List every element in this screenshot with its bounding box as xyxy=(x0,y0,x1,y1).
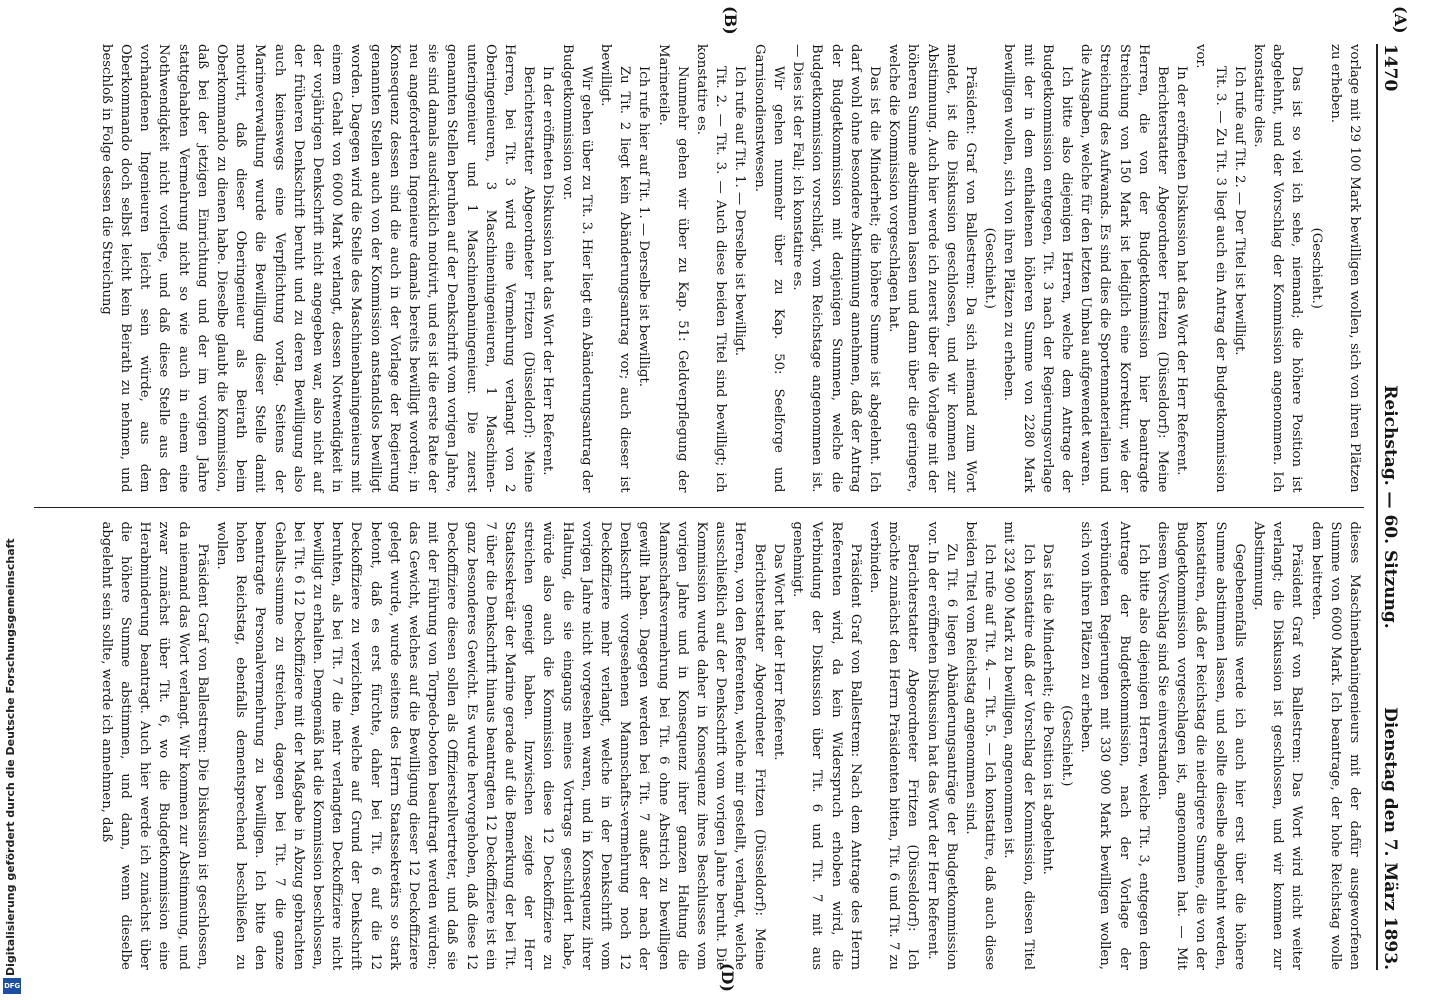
paragraph: Ich bitte also diejenigen Herren, welche dem Antrage der Budgetkommission entgegen, Tit. 3 nach der Regierungsvorlage mit der in dem enthaltenen höheren Summe von 2280 Mark bewilligen wollen, sich von ihren Plätzen zu erheben. xyxy=(1001,44,1074,493)
paragraph: Ich rufe auf Tit. 1. — Derselbe ist bewilligt. xyxy=(732,66,748,356)
paragraph: In der eröffneten Diskussion hat das Wort der Herr Referent. xyxy=(540,66,556,476)
paragraph: Ich rufe auf Tit. 2. — Der Titel ist bewilligt. xyxy=(1231,66,1247,356)
paragraph: Tit. 3. — Zu Tit. 3 liegt auch ein Antrag der Budgetkommission vor. xyxy=(1193,44,1228,493)
paragraph: Tit. 2. — Tit. 3. — Auch diese beiden Titel sind bewilligt; ich konstatire es. xyxy=(694,44,729,493)
paragraph: Präsident: Graf von Ballestrem: Da sich niemand zum Wort meldet, ist die Diskussion geschlossen, und wir kommen zur Abstimmung. Auch hier werde ich zuerst über die Vorlage mit der höheren Summe abstimmen lassen und dann über die geringere, welche die Kommission vorgeschlagen hat. xyxy=(886,44,978,493)
text-columns xyxy=(34,44,1364,970)
margin-marker-a: (A) xyxy=(1391,6,1410,34)
paragraph: Berichterstatter Abgeordneter Fritzen (Düsseldorf): Ich möchte zunächst den Herrn Präsidenten bitten, Tit. 6 und Tit. 7 zu verbinden. xyxy=(866,521,921,970)
paragraph: Das Wort hat der Herr Referent. xyxy=(770,543,786,761)
paragraph: Das ist die Minderheit; die höhere Summe ist abgelehnt. Ich darf wohl ohne besondere Abstimmung annehmen, daß der Antrag der Budgetkommission mit denjenigen Summen, welche die Budgetkommission vorschlägt, vom Reichstage angenommen ist. — Dies ist der Fall; ich konstatire es. xyxy=(790,44,882,493)
paragraph: Präsident Graf von Ballestrem: Das Wort wird nicht weiter verlangt; die Diskussion ist geschlossen, und wir kommen zur Abstimmung. xyxy=(1250,521,1305,970)
paragraph: (Geschieht.) xyxy=(982,227,998,309)
paragraph: (Geschieht.) xyxy=(1308,227,1324,309)
paragraph: Zu Tit. 2 liegt kein Abänderungsantrag vor; auch dieser ist bewilligt. xyxy=(598,44,633,493)
paragraph: Zu Tit. 6 liegen Abänderungsanträge der Budgetkommission vor. In der eröffneten Diskussion hat das Wort der Herr Referent. xyxy=(924,521,959,970)
paragraph: Berichterstatter Abgeordneter Fritzen (Düsseldorf): Meine Herren, von den Referenten, welche mir gestellt, verlangt, welche ausschließlich auf der Denkschrift vom vorigen Jahre beruht. Die Kommission wurde daher in Konsequenz ihres Beschlusses vom vorigen Jahre und in Konsequenz ihrer ganzen Haltung die Mannschaftsvermehrung bei Tit. 6 ohne Abstrich zu bewilligen gewillt haben. Dagegen werden bei Tit. 7 außer der nach der Denkschrift vorgesehenen Mannschafts-vermehrung noch 12 Deckoffiziere mehr verlangt, welche in der Denkschrift vom vorigen Jahre nicht vorgesehen waren, und in Konsequenz ihrer Haltung, die sie eingangs meines Vortrags geschildert habe, würde also auch die Kommission diese 12 Deckoffiziere zu streichen geneigt haben. Inzwischen zeigte der Herr Staatssekretär der Marine gerade auf die Bemerkung der bei Tit. 7 über die Denkschrift hinaus beantragten 12 Deckoffiziere ist ein ganz besonderes Gewicht. Es wurde hervorgehoben, daß diese 12 Deckoffiziere diesen sollen als Offizierstellvertreter, und daß sie mit der Führung von Torpedo-booten beauftragt werden würden; das Gewicht, welches auf die Bewilligung dieser 12 Deckoffiziere gelegt wurde, wurde seitens des Herrn Staatssekretärs so stark betont, daß es erst fürchte, daher bei Tit. 6 auf die 12 Deckoffiziere zu verzichten, welche auf Grund der Denkschrift beruhten, als bei Tit. 7 die mehr verlangten Deckoffiziere nicht bewilligt zu erhalten. Demgemäß hat die Kommission beschlossen, bei Tit. 6 12 Deckoffiziere mit der Maßgabe in Abzug gebrachten Gehalts-summe zu streichen, dagegen bei Tit. 7 die ganze beantragte Personalvermehrung zu bewilligen. Ich bitte den hohen Reichstag, ebenfalls dementsprechend beschließen zu wollen. xyxy=(214,521,767,970)
dfg-logo: DFG xyxy=(3,978,21,994)
left-column xyxy=(34,44,1364,507)
margin-marker-b: (B) xyxy=(721,6,740,35)
paragraph: Wir gehen über zu Tit. 3. Hier liegt ein Abänderungsantrag der Budgetkommission vor. xyxy=(559,44,594,493)
right-column xyxy=(34,507,1364,971)
paragraph: (Geschieht.) xyxy=(1058,705,1074,787)
paragraph: Präsident Graf von Ballestrem: Die Diskussion ist geschlossen, da niemand das Wort verlangt. Wir kommen zur Abstimmung, und zwar zunächst über Tit. 6, wo die Budgetkommission eine Herabminderung beantragt. Auch hier werde ich zunächst über die höhere Summe abstimmen, und dann, wenn dieselbe abgelehnt sein sollte, werde ich annehmen, daß xyxy=(98,521,210,970)
paragraph: Berichterstatter Abgeordneter Fritzen (Düsseldorf): Meine Herren, bei Tit. 3 wird eine Vermehrung verlangt von 2 Oberingenieuren, 3 Maschineningenieuren, 1 Maschinen-unteringenieur und 1 Maschinenbaningenieur. Die zuerst genannten Stellen beruhen auf der Denkschrift vom vorigen Jahre, sie sind damals ausdrücklich motivirt, und es ist die erste Rate der neu angeforderten Ingenieure damals bereits bewilligt worden; in Konsequenz dessen sind die auch in der Vorlage der Regierung genannten Stellen auch von der Kommission anstandslos bewilligt worden. Dagegen wird die Stelle des Maschinenbaningenieurs mit einem Gehalt von 6000 Mark verlangt, dessen Notwendigkeit in der vorjährigen Denkschrift nicht angegeben war, also nicht auf der früheren Denkschrift beruht und zu deren Bewilligung also auch keineswegs eine Verpflichtung vorlag. Seitens der Marineverwaltung wurde die Bewilligung dieser Stelle damit motivirt, daß dieser Oberingenieur als Beirath beim Oberkommando zu dienen habe. Dieselbe glaubt die Kommission, daß bei der jetzigen Einrichtung und der im vorigen Jahre stattgehabten Vermehrung nicht so wie auch in einem eine Nothwendigkeit nicht vorliege, und daß diese Stelle aus den vorhandenen Ingenieuren leicht sein würde, aus dem Oberkommando doch selbst leicht kein Beirath zu nehmen, und beschloß in Folge dessen die Streichung xyxy=(98,44,537,493)
page-number: 1470 xyxy=(1380,44,1400,92)
paragraph: dieses Maschinenbaningenieurs mit der dafür ausgeworfenen Summe von 6000 Mark. Ich beantrage, der hohe Reichstag wolle dem beitreten. xyxy=(1308,521,1362,970)
margin-marker-d: (D) xyxy=(718,962,737,992)
paragraph: Ich konstatire daß der Vorschlag der Kommission, diesen Titel mit 324 900 Mark zu bewilligen, angenommen ist. xyxy=(1001,521,1036,970)
paragraph: Das ist so viel ich sehe, niemand; die höhere Position ist abgelehnt, und der Vorschlag der Kommission angenommen. Ich konstatire dies. xyxy=(1250,44,1305,493)
paragraph: vorlage mit 29 100 Mark bewilligen wollen, sich von ihren Plätzen zu erheben. xyxy=(1327,44,1362,493)
paragraph: Wir gehen nunmehr über zu Kap. 50: Seelforge und Garnisondienstwesen. xyxy=(751,44,786,493)
paragraph: Ich rufe auf Tit. 4. — Tit. 5. — Ich konstatire, daß auch diese beiden Titel vom Reichstag angenommen sind. xyxy=(962,521,998,970)
page-running-title: Reichstag. — 60. Sitzung. xyxy=(1380,385,1400,629)
paragraph: Präsident Graf von Ballestrem: Nach dem Antrage des Herrn Referenten wird, da kein Widerspruch erhoben wird, die Verbindung der Diskussion über Tit. 6 und Tit. 7 mit aus genehmigt. xyxy=(790,521,863,970)
paragraph: In der eröffneten Diskussion hat das Wort der Herr Referent. xyxy=(1174,66,1190,476)
digitization-credit: Digitalisierung gefördert durch die Deutsche Forschungsgemeinschaft xyxy=(4,538,17,976)
session-date: Dienstag den 7. März 1893. xyxy=(1380,707,1400,970)
paragraph: Berichterstatter Abgeordneter Fritzen (Düsseldorf): Meine Herren, die von der Budgetkommission hier beantragte Streichung von 150 Mark ist lediglich eine Korrektur, wie der Streichung des Aufwands. Es sind dies die Sportenmaterialien und die Ausgaben, welche für den letzten Umbau aufgewendet waren. xyxy=(1078,44,1170,493)
paragraph: Das ist die Minderheit; die Position ist abgelehnt. xyxy=(1039,543,1055,875)
paragraph: Ich rufe hier auf Tit. 1. — Derselbe ist bewilligt. xyxy=(636,66,652,387)
paragraph: Nunmehr gehen wir über zu Kap. 51: Geldverpflegung der Marineteile. xyxy=(655,44,690,493)
paragraph: Gegebenenfalls werde ich auch hier erst über die höhere Summe abstimmen lassen, und sollte dieselbe abgelehnt werden, konstatiren, daß der Reichstag die niedrigere Summe, die von der Budgetkommission vorgeschlagen ist, angenommen hat. — Mit diesem Vorschlag sind Sie einverstanden. xyxy=(1154,521,1247,970)
paragraph: Ich bitte also diejenigen Herren, welche Tit. 3, entgegen dem Antrage der Budgetkommission, nach der Vorlage der verbündeten Regierungen mit 330 900 Mark bewilligen wollen, sich von ihren Plätzen zu erheben. xyxy=(1078,521,1151,970)
page-header xyxy=(1376,44,1410,970)
